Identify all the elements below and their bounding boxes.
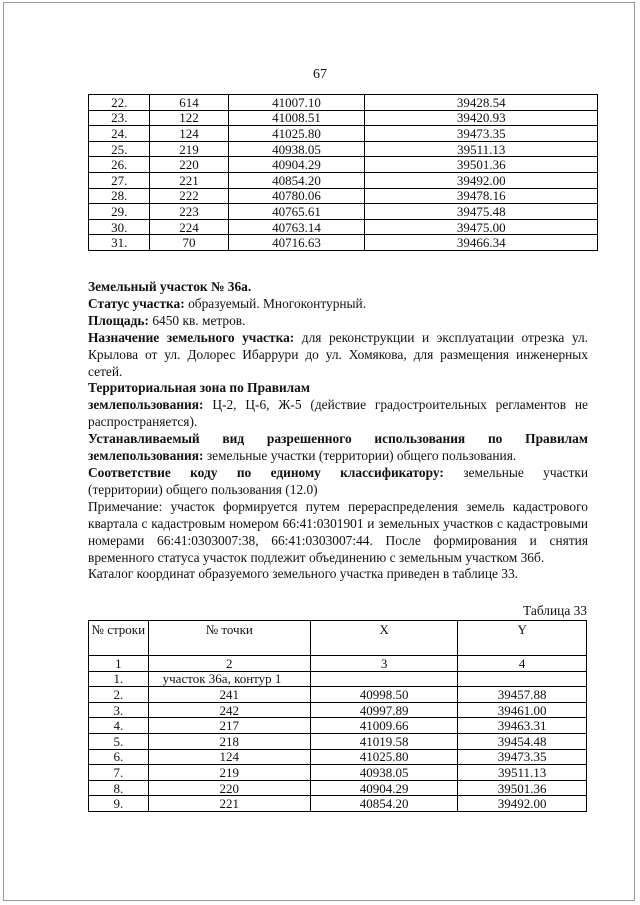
contour-row-number: 1. (89, 671, 149, 687)
row-number: 3. (89, 702, 149, 718)
row-number: 25. (89, 141, 150, 157)
coord-x: 41009.66 (310, 718, 457, 734)
table-row (89, 718, 587, 734)
table-row (89, 141, 598, 157)
coord-y: 39501.36 (458, 780, 587, 796)
row-number: 9. (89, 796, 149, 812)
column-number: 4 (458, 656, 587, 672)
coord-y: 39473.35 (365, 126, 598, 142)
coord-x: 40716.63 (228, 235, 365, 251)
row-number: 31. (89, 235, 150, 251)
table-row (89, 780, 587, 796)
table-row (89, 796, 587, 812)
header-x: X (310, 621, 457, 656)
coord-y: 39511.13 (458, 765, 587, 781)
point-number: 122 (150, 110, 228, 126)
row-number: 4. (89, 718, 149, 734)
parcel-use: землепользования: земельные участки (территории) общего пользования. (88, 448, 517, 464)
row-number: 2. (89, 687, 149, 703)
coord-x: 40938.05 (310, 765, 457, 781)
row-number: 7. (89, 765, 149, 781)
coord-x: 41007.10 (228, 95, 365, 111)
point-number: 219 (150, 141, 228, 157)
point-number: 217 (148, 718, 310, 734)
parcel-zone-label: Территориальная зона по Правилам (88, 380, 310, 396)
table-row (89, 110, 598, 126)
table-row (89, 157, 598, 173)
parcel-purpose: Назначение земельного участка: для реконструкции и эксплуатации отрезка ул. Крылова от ул. Долорес Ибаррури до ул. Хомякова, для размещения инженерных сетей. (88, 329, 588, 379)
parcel-catalog: Каталог координат образуемого земельного участка приведен в таблице 33. (88, 566, 519, 582)
coord-x: 40763.14 (228, 219, 365, 235)
coord-y: 39461.00 (458, 702, 587, 718)
row-number: 5. (89, 733, 149, 749)
row-number: 30. (89, 219, 150, 235)
point-number: 218 (148, 733, 310, 749)
parcel-zone: землепользования: Ц-2, Ц-6, Ж-5 (действие градостроительных регламентов не распространяется). (88, 397, 588, 430)
coordinates-table-33 (88, 620, 587, 812)
column-number: 2 (148, 656, 310, 672)
coordinates-table-continued (88, 94, 598, 251)
point-number: 70 (150, 235, 228, 251)
point-number: 223 (150, 204, 228, 220)
parcel-note: Примечание: участок формируется путем перераспределения земель кадастрового квартала с кадастровым номером 66:41:0301901 и земельных участков с кадастровыми номерами 66:41:0303007:38, 66:41:0303007:44. После формирования и снятия временного статуса участок подлежит объединению с земельным участком 36б. (88, 498, 588, 565)
coord-x: 40997.89 (310, 702, 457, 718)
table-row (89, 204, 598, 220)
coord-x: 40904.29 (228, 157, 365, 173)
point-number: 124 (148, 749, 310, 765)
empty-cell (310, 671, 457, 687)
table-row (89, 702, 587, 718)
row-number: 6. (89, 749, 149, 765)
parcel-status: Статус участка: образуемый. Многоконтурный. (88, 295, 367, 311)
table-row (89, 235, 598, 251)
point-number: 220 (150, 157, 228, 173)
parcel-code: Соответствие коду по единому классификатору: земельные участки (88, 464, 588, 480)
parcel-use-label: Устанавливаемый вид разрешенного использования по Правилам (88, 431, 588, 447)
coord-x: 40765.61 (228, 204, 365, 220)
table-row (89, 733, 587, 749)
row-number: 27. (89, 172, 150, 188)
coord-y: 39428.54 (365, 95, 598, 111)
coord-y: 39492.00 (458, 796, 587, 812)
coord-y: 39420.93 (365, 110, 598, 126)
coord-y: 39475.00 (365, 219, 598, 235)
coord-x: 40854.20 (228, 172, 365, 188)
table-row (89, 749, 587, 765)
coord-y: 39501.36 (365, 157, 598, 173)
row-number: 26. (89, 157, 150, 173)
contour-label: участок 36а, контур 1 (148, 671, 310, 687)
header-row-number: № строки (89, 621, 149, 656)
row-number: 24. (89, 126, 150, 142)
point-number: 222 (150, 188, 228, 204)
coord-x: 40998.50 (310, 687, 457, 703)
coord-y: 39511.13 (365, 141, 598, 157)
table-row (89, 95, 598, 111)
point-number: 219 (148, 765, 310, 781)
row-number: 29. (89, 204, 150, 220)
coord-y: 39463.31 (458, 718, 587, 734)
contour-row (89, 671, 587, 687)
coord-y: 39492.00 (365, 172, 598, 188)
table-row (89, 687, 587, 703)
header-point-number: № точки (148, 621, 310, 656)
parcel-title: Земельный участок № 36а. (88, 279, 252, 294)
coord-y: 39454.48 (458, 733, 587, 749)
coord-x: 40938.05 (228, 141, 365, 157)
table-row (89, 188, 598, 204)
coord-y: 39473.35 (458, 749, 587, 765)
coord-y: 39478.16 (365, 188, 598, 204)
coord-x: 41025.80 (310, 749, 457, 765)
empty-cell (458, 671, 587, 687)
header-y: Y (458, 621, 587, 656)
parcel-area: Площадь: 6450 кв. метров. (88, 312, 246, 328)
point-number: 220 (148, 780, 310, 796)
coord-y: 39466.34 (365, 235, 598, 251)
table-row (89, 126, 598, 142)
table-row (89, 765, 587, 781)
table-row (89, 172, 598, 188)
page-number: 67 (313, 67, 327, 82)
coord-x: 40854.20 (310, 796, 457, 812)
point-number: 614 (150, 95, 228, 111)
column-number: 1 (89, 656, 149, 672)
coord-y: 39475.48 (365, 204, 598, 220)
coord-x: 41025.80 (228, 126, 365, 142)
row-number: 28. (89, 188, 150, 204)
coord-x: 41008.51 (228, 110, 365, 126)
point-number: 241 (148, 687, 310, 703)
coord-x: 40780.06 (228, 188, 365, 204)
point-number: 242 (148, 702, 310, 718)
point-number: 224 (150, 219, 228, 235)
point-number: 124 (150, 126, 228, 142)
row-number: 22. (89, 95, 150, 111)
parcel-description (88, 279, 588, 583)
point-number: 221 (150, 172, 228, 188)
row-number: 23. (89, 110, 150, 126)
column-number: 3 (310, 656, 457, 672)
table-caption: Таблица 33 (523, 603, 587, 618)
parcel-code-cont: (территории) общего пользования (12.0) (88, 481, 318, 497)
coord-x: 40904.29 (310, 780, 457, 796)
coord-x: 41019.58 (310, 733, 457, 749)
table-row (89, 219, 598, 235)
coord-y: 39457.88 (458, 687, 587, 703)
row-number: 8. (89, 780, 149, 796)
point-number: 221 (148, 796, 310, 812)
